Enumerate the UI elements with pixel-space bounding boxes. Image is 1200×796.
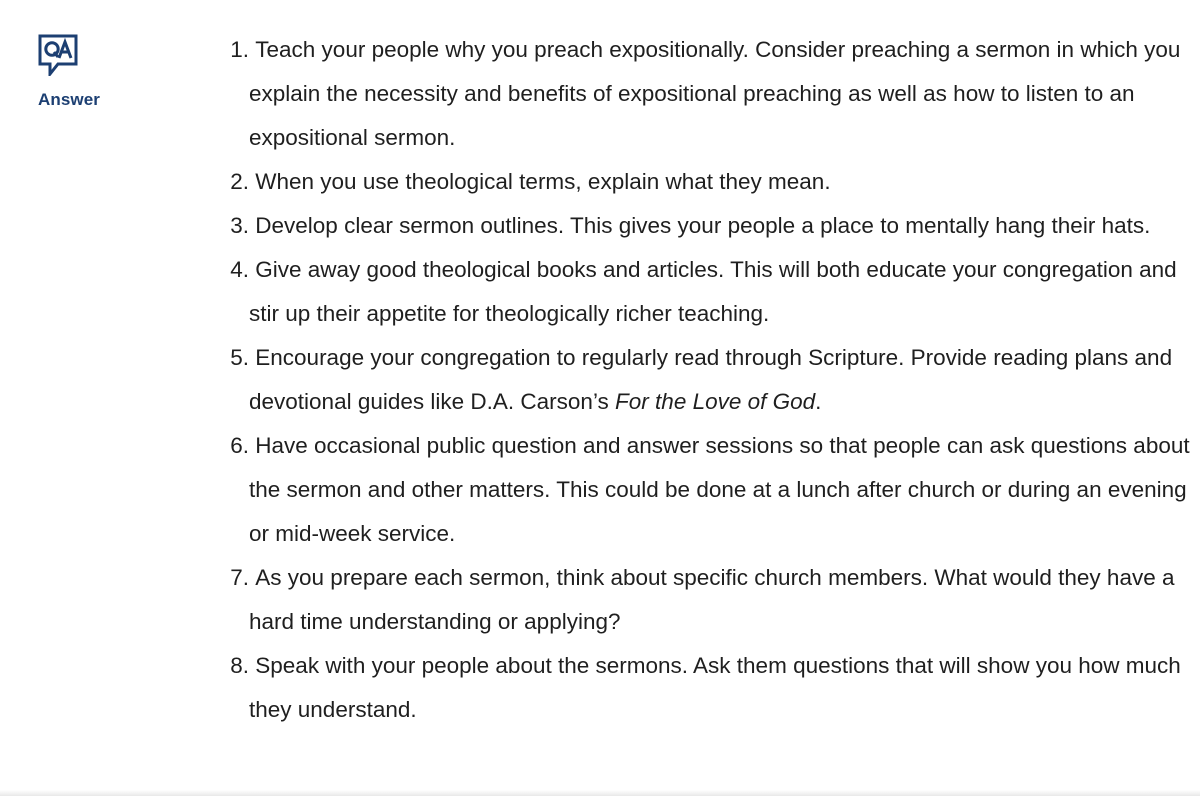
item-number: 3 . xyxy=(220,204,249,248)
list-item xyxy=(220,248,1190,336)
item-text: Teach your people why you preach expositionally. Consider preaching a sermon in which you explain the necessity and benefits of expositional preaching as well as how to listen to an expositional sermon. xyxy=(249,37,1181,150)
list-item xyxy=(220,336,1190,424)
item-number: 6 . xyxy=(220,424,249,556)
qa-icon xyxy=(38,34,78,76)
item-number: 1 . xyxy=(220,28,249,160)
item-number: 7 . xyxy=(220,556,249,644)
item-number: 2 . xyxy=(220,160,249,204)
item-text: When you use theological terms, explain what they mean. xyxy=(255,169,831,194)
item-text: Speak with your people about the sermons. Ask them questions that will show you how much they understand. xyxy=(249,653,1181,722)
list-item xyxy=(220,160,1190,204)
list-item xyxy=(220,424,1190,556)
list-item xyxy=(220,204,1190,248)
book-title: For the Love of God xyxy=(615,389,816,414)
answer-list xyxy=(220,28,1190,732)
item-text: Have occasional public question and answer sessions so that people can ask questions about the sermon and other matters. This could be done at a lunch after church or during an evening or mid-week service. xyxy=(249,433,1190,546)
item-text: Give away good theological books and articles. This will both educate your congregation and stir up their appetite for theologically richer teaching. xyxy=(249,257,1177,326)
item-number: 8 . xyxy=(220,644,249,732)
item-text: Develop clear sermon outlines. This gives your people a place to mentally hang their hats. xyxy=(255,213,1151,238)
list-item xyxy=(220,644,1190,732)
answer-sidebar xyxy=(38,34,128,110)
list-item xyxy=(220,28,1190,160)
item-number: 5 . xyxy=(220,336,249,424)
list-item xyxy=(220,556,1190,644)
item-number: 4 . xyxy=(220,248,249,336)
item-text: As you prepare each sermon, think about specific church members. What would they have a hard time understanding or applying? xyxy=(249,565,1175,634)
bottom-shadow xyxy=(0,790,1200,796)
answer-label: Answer xyxy=(38,90,101,109)
item-text: Encourage your congregation to regularly read through Scripture. Provide reading plans and devotional guides like D.A. Carson’s For the Love of God. xyxy=(249,345,1173,414)
